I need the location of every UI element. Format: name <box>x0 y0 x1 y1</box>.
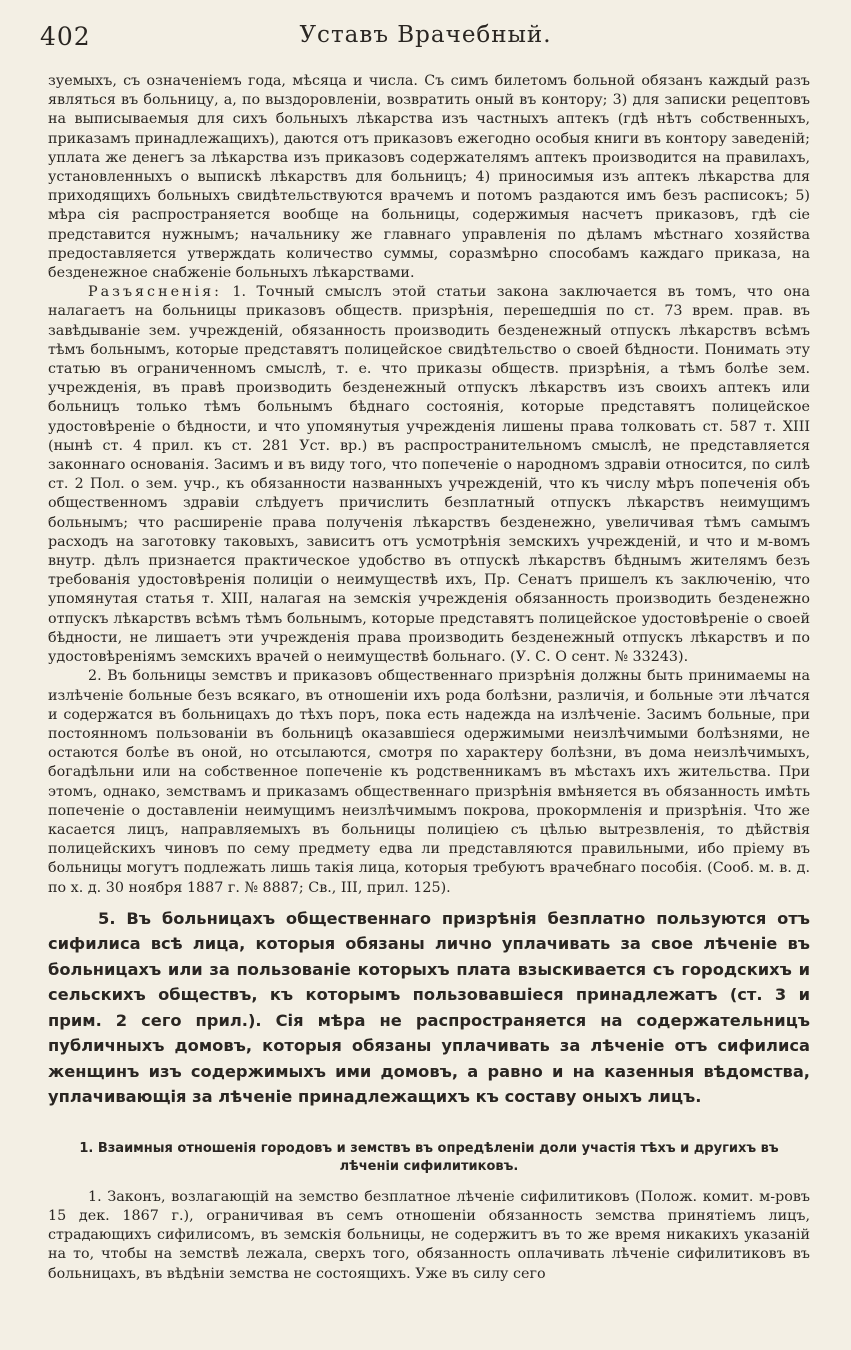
explanation-text: 1. Точный смыслъ этой статьи закона заключается въ томъ, что она налагаетъ на больницы приказовъ обществ. призрѣнія, перешедшія по ст. 73 врем. прав. въ завѣдываніе зем. учрежденій, обязанность производить безденежный отпускъ лѣкарствъ всѣмъ тѣмъ больнымъ, которые представятъ полицейское свидѣтельство о своей бѣдности. Понимать эту статью въ ограниченномъ смыслѣ, т. е. что приказы обществ. призрѣнія, а тѣмъ болѣе зем. учрежденія, въ правѣ производить безденежный отпускъ лѣкарствъ изъ своихъ аптекъ или больницъ только тѣмъ больнымъ бѣднаго состоянія, которые представятъ полицейское удостовѣреніе о бѣдности, и что упомянутыя учрежденія лишены права толковать ст. 587 т. XIII (нынѣ ст. 4 прил. къ ст. 281 Уст. вр.) въ распространительномъ смыслѣ, не представляется законнаго основанія. Засимъ и въ виду того, что попеченіе о народномъ здравіи относится, по силѣ ст. 2 Пол. о зем. учр., къ обязанности названныхъ учрежденій, что къ числу мѣръ попеченія объ общественномъ здравіи слѣдуетъ причислить безплатный отпускъ лѣкарствъ неимущимъ больнымъ; что расширеніе права полученія лѣкарствъ безденежно, увеличивая тѣмъ самымъ расходъ на заготовку таковыхъ, зависитъ отъ усмотрѣнія земскихъ учрежденій, и что и м-вомъ внутр. дѣлъ признается практическое удобство въ отпускѣ лѣкарствъ бѣднымъ жителямъ безъ требованія удостовѣренія полиціи о неимуществѣ ихъ, Пр. Сенатъ пришелъ къ заключенію, что упомянутая статья т. XIII, налагая на земскія учрежденія обязанность производить безденежно отпускъ лѣкарствъ всѣмъ тѣмъ больнымъ, которые представятъ полицейское удостовѣреніе о своей бѣдности, не лишаетъ эти учрежденія права производить безденежный отпускъ лѣкарствъ и по удостовѣреніямъ земскихъ врачей о неимуществѣ больнаго. (У. С. О сент. № 33243). <box>48 284 810 666</box>
page-header <box>40 22 811 58</box>
explanation-paragraph <box>48 283 810 667</box>
explanation-paragraph-2: 2. Въ больницы земствъ и приказовъ общественнаго призрѣнія должны быть принимаемы на излѣченіе больные безъ всякаго, въ отношеніи ихъ рода болѣзни, различія, и больные эти лѣчатся и содержатся въ больницахъ до тѣхъ поръ, пока есть надежда на излѣченіе. Засимъ больные, при постоянномъ пользованіи въ больницѣ оказавшіеся одержимыми неизлѣчимыми болѣзнями, не остаются болѣе въ оной, но отсылаются, смотря по характеру болѣзни, въ дома неизлѣчимыхъ, богадѣльни или на собственное попеченіе къ родственникамъ въ мѣстахъ ихъ жительства. При этомъ, однако, земствамъ и приказамъ общественнаго призрѣнія вмѣняется въ обязанность имѣть попеченіе о доставленіи неимущимъ неизлѣчимымъ покрова, прокормленія и призрѣнія. Что же касается лицъ, направляемыхъ въ больницы полиціею съ цѣлью вытрезвленія, то дѣйствія полицейскихъ чиновъ по сему предмету едва ли представляются правильными, ибо пріему въ больницы могутъ подлежать лишь такія лица, которыя требуютъ врачебнаго пособія. (Сооб. м. в. д. по х. д. 30 ноября 1887 г. № 8887; Св., III, прил. 125). <box>48 668 810 896</box>
page-number: 402 <box>40 22 91 51</box>
running-title: Уставъ Врачебный. <box>299 22 552 48</box>
article-5: 5. Въ больницахъ общественнаго призрѣнія безплатно пользуются отъ сифилиса всѣ лица, которыя обязаны лично уплачивать за свое лѣченіе въ больницахъ или за пользованіе которыхъ плата взыскивается съ городскихъ и сельскихъ обществъ, къ которымъ пользовавшіеся принадлежатъ (ст. 3 и прим. 2 сего прил.). Сія мѣра не распространяется на содержательницъ публичныхъ домовъ, которыя обязаны уплачивать за лѣченіе отъ сифилиса женщинъ изъ содержимыхъ ими домовъ, а равно и на казенныя вѣдомства, уплачивающія за лѣченіе принадлежащихъ къ составу оныхъ лицъ. <box>48 908 810 1107</box>
section-heading: 1. Взаимныя отношенія городовъ и земствъ въ опредѣленіи доли участія тѣхъ и другихъ въ лѣченіи сифилитиковъ. <box>79 1140 779 1174</box>
section-paragraph: 1. Законъ, возлагающій на земство безплатное лѣченіе сифилитиковъ (Полож. комит. м-ровъ 15 дек. 1867 г.), ограничивая въ семъ отношеніи обязанность земства принятіемъ лицъ, страдающихъ сифилисомъ, въ земскія больницы, не содержитъ въ то же время никакихъ указаній на то, чтобы на земствѣ лежала, сверхъ того, обязанность оплачивать лѣченіе сифилитиковъ въ больницахъ, въ вѣдѣніи земства не состоящихъ. Уже въ силу сего <box>48 1188 810 1282</box>
explanation-label: Разъясненія: <box>88 284 222 301</box>
paragraph-continuation: зуемыхъ, съ означеніемъ года, мѣсяца и числа. Съ симъ билетомъ больной обязанъ каждый разъ являться въ больницу, а, по выздоровленіи, возвратить оный въ контору; 3) для записки рецептовъ на выписываемыя для сихъ больныхъ лѣкарства изъ частныхъ аптекъ (гдѣ нѣтъ собственныхъ, приказамъ принадлежащихъ), даются отъ приказовъ ежегодно особыя книги въ контору заведеній; уплата же денегъ за лѣкарства изъ приказовъ содержателямъ аптекъ производится на правилахъ, установленныхъ о выпискѣ лѣкарствъ для больницъ; 4) приносимыя изъ аптекъ лѣкарства для приходящихъ больныхъ свидѣтельствуются врачемъ и потомъ раздаются имъ безъ расписокъ; 5) мѣра сія распространяется вообще на больницы, содержимыя насчетъ приказовъ, гдѣ сіе представится нужнымъ; начальнику же главнаго управленія по дѣламъ мѣстнаго хозяйства предоставляется утверждать количество суммы, соразмѣрно способамъ каждаго приказа, на безденежное снабженіе больныхъ лѣкарствами. <box>48 73 810 282</box>
body-text <box>48 72 810 1284</box>
